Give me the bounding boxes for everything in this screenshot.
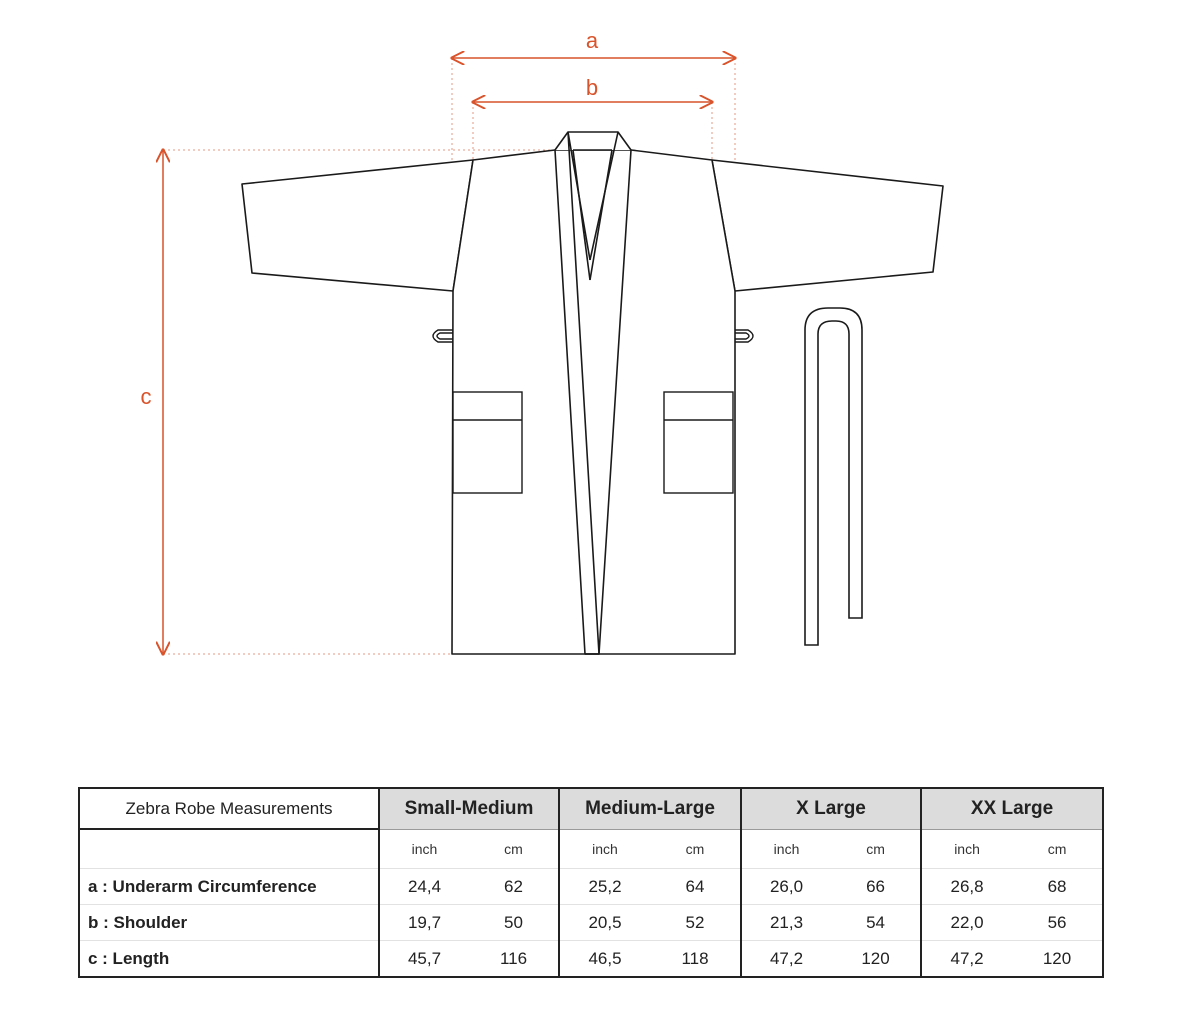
- size-table: [78, 787, 1104, 978]
- unit-cm: cm: [469, 829, 559, 869]
- dimension-b-label: b: [585, 75, 599, 100]
- row-label-underarm: a : Underarm Circumference: [79, 869, 379, 905]
- unit-inch: inch: [379, 829, 469, 869]
- table-cell: 22,0: [921, 905, 1012, 941]
- table-cell: 120: [1042, 948, 1072, 968]
- table-cell: 26,8: [921, 869, 1012, 905]
- table-row: [79, 905, 1103, 941]
- table-cell: 21,3: [741, 905, 831, 941]
- robe-body: [452, 150, 735, 654]
- units-row: [79, 829, 1103, 869]
- size-small-medium-header: Small-Medium: [379, 788, 559, 829]
- right-sleeve: [712, 160, 943, 291]
- table-cell: 26,0: [741, 869, 831, 905]
- table-cell: 68: [1012, 869, 1103, 905]
- row-label-length: c : Length: [79, 941, 379, 978]
- table-cell: 47,2: [950, 948, 984, 968]
- dimension-a-label: a: [585, 28, 599, 53]
- size-medium-large-header: Medium-Large: [559, 788, 741, 829]
- unit-cm: cm: [650, 829, 741, 869]
- table-cell: 56: [1012, 905, 1103, 941]
- table-cell: 24,4: [379, 869, 469, 905]
- unit-cm: cm: [831, 829, 921, 869]
- table-cell: 46,5: [588, 948, 622, 968]
- unit-cm: cm: [1012, 829, 1103, 869]
- table-header-row: [79, 788, 1103, 829]
- table-cell: 120: [831, 941, 921, 978]
- table-cell: 52: [650, 905, 741, 941]
- table-cell: 25,2: [559, 869, 650, 905]
- units-row-label: [79, 829, 379, 869]
- dimension-c-label: c: [140, 384, 152, 409]
- table-cell: 50: [469, 905, 559, 941]
- table-cell: 64: [650, 869, 741, 905]
- table-cell: 116: [469, 941, 559, 978]
- unit-inch: inch: [741, 829, 831, 869]
- unit-inch: inch: [921, 829, 1012, 869]
- left-sleeve: [242, 160, 473, 291]
- table-cell: 19,7: [379, 905, 469, 941]
- table-cell: 54: [831, 905, 921, 941]
- table-row: [79, 941, 1103, 978]
- unit-inch: inch: [559, 829, 650, 869]
- table-row: [79, 869, 1103, 905]
- size-xx-large-header: XX Large: [921, 788, 1103, 829]
- table-cell: 66: [831, 869, 921, 905]
- table-title: Zebra Robe Measurements: [79, 788, 379, 829]
- robe-outline: [242, 132, 943, 654]
- right-belt-loop: [735, 330, 753, 342]
- table-cell: 45,7: [407, 948, 442, 968]
- table-cell: 20,5: [559, 905, 650, 941]
- belt: [805, 308, 862, 645]
- left-belt-loop: [433, 330, 453, 342]
- table-cell: 47,2: [769, 948, 804, 968]
- table-cell: 118: [650, 941, 741, 978]
- table-cell: 62: [469, 869, 559, 905]
- row-label-shoulder: b : Shoulder: [79, 905, 379, 941]
- size-x-large-header: X Large: [741, 788, 921, 829]
- collar-back: [555, 132, 631, 150]
